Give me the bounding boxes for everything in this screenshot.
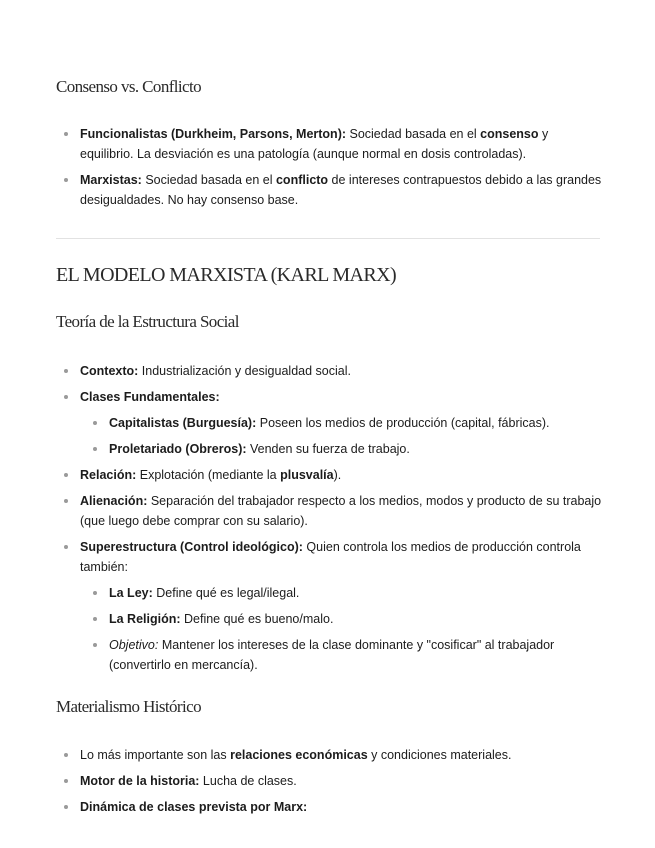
list-item: Relación: Explotación (mediante la plusvalía). <box>62 465 602 485</box>
list-item: Proletariado (Obreros): Venden su fuerza de trabajo. <box>91 439 602 459</box>
list-item: La Religión: Define qué es bueno/malo. <box>91 609 602 629</box>
list-item: Alienación: Separación del trabajador respecto a los medios, modos y producto de su trabajo (que luego debe comprar con su salario). <box>62 491 602 531</box>
list-item: Objetivo: Mantener los intereses de la clase dominante y "cosificar" al trabajador (convertirlo en mercancía). <box>91 635 602 675</box>
section-divider <box>56 238 600 239</box>
list-item: Lo más importante son las relaciones económicas y condiciones materiales. <box>62 745 602 765</box>
list-item: Dinámica de clases prevista por Marx: <box>62 797 602 817</box>
section-heading-consenso: Consenso vs. Conflicto <box>56 77 201 96</box>
list-item: Motor de la historia: Lucha de clases. <box>62 771 602 791</box>
marx-list <box>62 361 602 681</box>
subheading-estructura-social: Teoría de la Estructura Social <box>56 312 239 331</box>
section-heading-materialismo: Materialismo Histórico <box>56 697 201 716</box>
list-item: Marxistas: Sociedad basada en el conflicto de intereses contrapuestos debido a las grandes desigualdades. No hay consenso base. <box>62 170 602 210</box>
section-heading-marx: EL MODELO MARXISTA (KARL MARX) <box>56 264 397 286</box>
list-item: La Ley: Define qué es legal/ilegal. <box>91 583 602 603</box>
superestructura-sublist <box>80 583 602 675</box>
clases-sublist <box>80 413 602 459</box>
list-item: Funcionalistas (Durkheim, Parsons, Merton): Sociedad basada en el consenso y equilibrio. La desviación es una patología (aunque normal en dosis controladas). <box>62 124 602 164</box>
materialismo-list <box>62 745 602 823</box>
list-item: Superestructura (Control ideológico): Quien controla los medios de producción controla también: La Ley: Define qué es legal/ilegal. La Religión: Define qué es bueno/malo. Objetivo: Mantener los intereses de la clase dominante y "cosificar" al trabajador (convertirlo en mercancía). <box>62 537 602 675</box>
list-item: Capitalistas (Burguesía): Poseen los medios de producción (capital, fábricas). <box>91 413 602 433</box>
consenso-list <box>62 124 602 216</box>
list-item: Clases Fundamentales: Capitalistas (Burguesía): Poseen los medios de producción (capital, fábricas). Proletariado (Obreros): Venden su fuerza de trabajo. <box>62 387 602 459</box>
list-item: Contexto: Industrialización y desigualdad social. <box>62 361 602 381</box>
